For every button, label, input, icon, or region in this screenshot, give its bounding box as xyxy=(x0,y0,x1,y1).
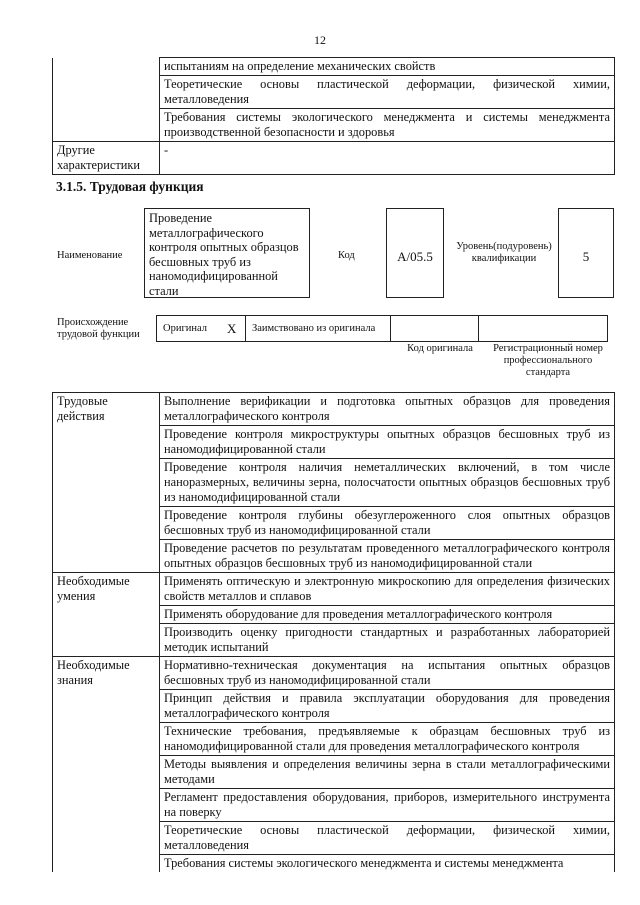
code-label: Код xyxy=(338,250,355,261)
table-cell: Теоретические основы пластической деформации, физической химии, металловедения xyxy=(160,76,615,109)
table-cell: Проведение контроля наличия неметаллических включений, в том числе наноразмерных, величины зерна, полосчатости опытных образцов бесшовных труб из наномодифицированной стали xyxy=(160,459,615,507)
reg-number-caption: Регистрационный номер профессионального стандарта xyxy=(493,343,603,378)
function-name-box: Проведение металлографического контроля опытных образцов бесшовных труб из наномодифицированной стали xyxy=(144,208,310,298)
main-table xyxy=(52,392,615,872)
group-label: Трудовые действия xyxy=(53,393,160,573)
table-row xyxy=(53,142,615,175)
table-cell: Производить оценку пригодности стандартных и разработанных лабораторией методик испытаний xyxy=(160,624,615,657)
table-cell: Теоретические основы пластической деформации, физической химии, металловедения xyxy=(160,822,615,855)
table-cell: Нормативно-техническая документация на испытания опытных образцов бесшовных труб из наномодифицированной стали xyxy=(160,657,615,690)
original-mark: X xyxy=(221,316,246,342)
table-row xyxy=(53,58,615,76)
table-cell: - xyxy=(160,142,615,175)
table-cell: Принцип действия и правила эксплуатации оборудования для проведения металлографического контроля xyxy=(160,690,615,723)
table-cell: Требования системы экологического менеджмента и системы менеджмента xyxy=(160,855,615,873)
table-cell-label: Другие характеристики xyxy=(53,142,160,175)
table-cell: Регламент предоставления оборудования, приборов, измерительного инструмента на поверку xyxy=(160,789,615,822)
table-cell: Применять оптическую и электронную микроскопию для определения физических свойств металлов и сплавов xyxy=(160,573,615,606)
reg-number-cell xyxy=(479,316,608,342)
origin-table xyxy=(156,315,608,342)
table-cell: Выполнение верификации и подготовка опытных образцов для проведения металлографического контроля xyxy=(160,393,615,426)
code-box: A/05.5 xyxy=(386,208,444,298)
table-cell: Проведение контроля микроструктуры опытных образцов бесшовных труб из наномодифицированной стали xyxy=(160,426,615,459)
table-row xyxy=(53,573,615,606)
table-cell: Проведение расчетов по результатам проведенного металлографического контроля опытных образцов бесшовных труб из наномодифицированной стали xyxy=(160,540,615,573)
group-label: Необходимые знания xyxy=(53,657,160,873)
table-cell: Технические требования, предъявляемые к образцам бесшовных труб из наномодифицированной стали для проведения металлографического контроля xyxy=(160,723,615,756)
level-box: 5 xyxy=(558,208,614,298)
code-original-cell xyxy=(391,316,479,342)
table-row xyxy=(53,657,615,690)
origin-label: Происхождение трудовой функции xyxy=(57,317,140,340)
table-cell: испытаниям на определение механических свойств xyxy=(160,58,615,76)
borrowed-cell: Заимствовано из оригинала xyxy=(246,316,391,342)
table-cell: Методы выявления и определения величины зерна в стали металлографическими методами xyxy=(160,756,615,789)
table-cell: Применять оборудование для проведения металлографического контроля xyxy=(160,606,615,624)
level-label: Уровень(подуровень) квалификации xyxy=(456,241,552,264)
table-row xyxy=(53,393,615,426)
page-number: 12 xyxy=(314,33,326,47)
continuation-table xyxy=(52,57,615,175)
original-cell: Оригинал xyxy=(157,316,222,342)
table-cell: Проведение контроля глубины обезуглероженного слоя опытных образцов бесшовных труб из наномодифицированной стали xyxy=(160,507,615,540)
group-label: Необходимые умения xyxy=(53,573,160,657)
table-cell-label xyxy=(53,58,160,142)
code-original-caption: Код оригинала xyxy=(407,343,473,354)
table-cell: Требования системы экологического менеджмента и системы менеджмента производственной безопасности и здоровья xyxy=(160,109,615,142)
name-label: Наименование xyxy=(57,250,123,261)
section-title: 3.1.5. Трудовая функция xyxy=(56,179,204,194)
table-row xyxy=(157,316,608,342)
